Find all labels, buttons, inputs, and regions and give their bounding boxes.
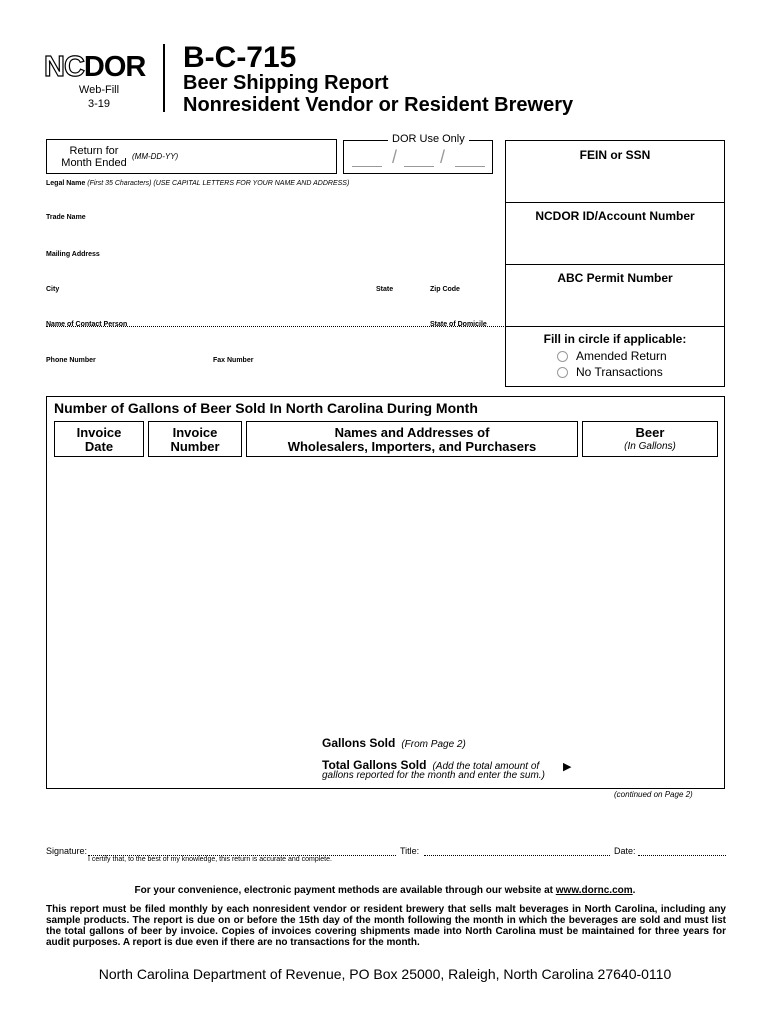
gallons-sold-label: Gallons Sold (From Page 2) bbox=[322, 736, 466, 750]
amended-return-label: Amended Return bbox=[576, 349, 667, 363]
dor-slash-1: / bbox=[392, 147, 398, 167]
ncdor-id-label: NCDOR ID/Account Number bbox=[535, 209, 695, 223]
contact-person-label: Name of Contact Person bbox=[46, 321, 128, 328]
trade-name-input[interactable] bbox=[46, 224, 501, 240]
right-panel-divider-1 bbox=[505, 202, 725, 203]
state-of-domicile-label: State of Domicile bbox=[430, 321, 487, 328]
dor-blank-2 bbox=[404, 166, 434, 167]
zip-code-label: Zip Code bbox=[430, 286, 460, 293]
dornc-website-link[interactable]: www.dornc.com bbox=[555, 885, 633, 896]
date-line[interactable] bbox=[638, 855, 726, 856]
total-gallons-sold-label: Total Gallons Sold (Add the total amount of bbox=[322, 758, 540, 772]
contact-person-input[interactable] bbox=[46, 331, 501, 347]
payment-convenience-note: For your convenience, electronic payment methods are available through our website at www.dornc.com. bbox=[134, 885, 636, 896]
legal-name-input[interactable] bbox=[46, 190, 501, 206]
filing-instructions: This report must be filed monthly by each nonresident vendor or resident brewery that sells malt beverages in North Carolina, including any sample products. The report is due on or before the 15th day of the month following the month in which the beverages are sold and must list the total gallons of beer by invoice. Copies of invoices covering shipments made into North Carolina must be maintained for three years for audit purposes. A report is due even if there are no transactions for the month. bbox=[46, 904, 726, 948]
date-label: Date: bbox=[614, 846, 636, 856]
return-month-format: (MM-DD-YY) bbox=[132, 152, 179, 161]
ncdor-id-input[interactable] bbox=[506, 225, 724, 263]
trade-name-label: Trade Name bbox=[46, 214, 86, 221]
return-month-label: Return for Month Ended bbox=[61, 145, 127, 169]
right-panel-divider-2 bbox=[505, 264, 725, 265]
title-line[interactable] bbox=[424, 855, 610, 856]
invoice-date-header: Invoice Date bbox=[54, 421, 144, 457]
amended-return-radio[interactable] bbox=[557, 351, 568, 362]
form-title-line1: Beer Shipping Report bbox=[183, 72, 389, 94]
fein-label: FEIN or SSN bbox=[579, 148, 651, 162]
no-transactions-label: No Transactions bbox=[576, 365, 663, 379]
city-label: City bbox=[46, 286, 60, 293]
continued-note: (continued on Page 2) bbox=[614, 790, 693, 799]
invoice-entries-area[interactable] bbox=[50, 460, 721, 730]
gallons-table-title: Number of Gallons of Beer Sold In North Carolina During Month bbox=[54, 400, 478, 416]
mailing-address-input[interactable] bbox=[46, 261, 501, 277]
contact-dotted-rule bbox=[46, 326, 506, 327]
dor-use-only-box bbox=[343, 140, 493, 174]
form-title-line2: Nonresident Vendor or Resident Brewery bbox=[183, 94, 574, 116]
fax-number-label: Fax Number bbox=[213, 357, 254, 364]
city-state-zip-input[interactable] bbox=[46, 296, 501, 312]
title-label: Title: bbox=[400, 846, 420, 856]
web-fill-version: Web-Fill 3-19 bbox=[78, 84, 120, 110]
fill-circle-label: Fill in circle if applicable: bbox=[543, 332, 687, 346]
legal-name-label: Legal Name (First 35 Characters) (USE CAPITAL LETTERS FOR YOUR NAME AND ADDRESS) bbox=[46, 180, 350, 187]
invoice-number-header: Invoice Number bbox=[148, 421, 242, 457]
mailing-address-label: Mailing Address bbox=[46, 251, 100, 258]
certification-text: I certify that, to the best of my knowledge, this return is accurate and complete. bbox=[88, 856, 332, 863]
no-transactions-radio[interactable] bbox=[557, 367, 568, 378]
right-panel-divider-3 bbox=[505, 326, 725, 327]
signature-label: Signature: bbox=[46, 846, 88, 856]
header-divider bbox=[163, 44, 165, 112]
ncdor-logo: NCDOR bbox=[44, 51, 146, 83]
names-addresses-header: Names and Addresses of Wholesalers, Importers, and Purchasers bbox=[246, 421, 578, 457]
state-label: State bbox=[376, 286, 394, 293]
total-gallons-note: gallons reported for the month and enter the sum.) bbox=[322, 770, 545, 781]
form-number: B-C-715 bbox=[183, 41, 297, 74]
total-gallons-input[interactable] bbox=[582, 734, 718, 784]
arrow-right-icon: ▶ bbox=[563, 761, 572, 773]
dor-blank-3 bbox=[455, 166, 485, 167]
dor-use-only-label: DOR Use Only bbox=[388, 133, 469, 145]
abc-permit-label: ABC Permit Number bbox=[557, 271, 673, 285]
dor-blank-1 bbox=[352, 166, 382, 167]
beer-gallons-header: Beer (In Gallons) bbox=[582, 421, 718, 457]
fein-input[interactable] bbox=[506, 162, 724, 202]
abc-permit-input[interactable] bbox=[506, 287, 724, 325]
dor-slash-2: / bbox=[440, 147, 446, 167]
footer-address: North Carolina Department of Revenue, PO Box 25000, Raleigh, North Carolina 27640-0110 bbox=[98, 966, 672, 982]
phone-number-label: Phone Number bbox=[46, 357, 96, 364]
